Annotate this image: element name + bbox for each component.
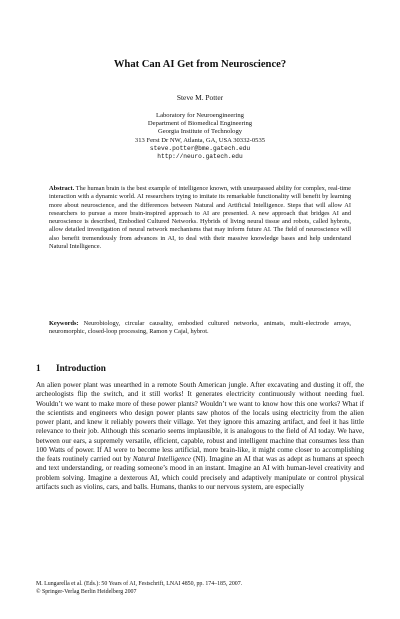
section-number: 1 [36, 363, 41, 373]
section-title: Introduction [56, 363, 106, 373]
author-url: http://neuro.gatech.edu [157, 153, 243, 161]
keywords-label: Keywords: [49, 320, 79, 327]
abstract [49, 185, 351, 251]
footer-copyright: © Springer-Verlag Berlin Heidelberg 2007 [36, 588, 137, 595]
abstract-text: The human brain is the best example of intelligence known, with unsurpassed ability for complex, real-time interaction with a dynamic world. AI researchers trying to imitate its remarkable functionality will benefit by learning more about neuroscience, and the differences between Natural and Artificial Intelligence. Steps that will allow AI researchers to pursue a more brain-inspired approach to AI are presented. A new approach that bridges AI and neuroscience is described, Embodied Cultured Networks. Hybrids of living neural tissue and robots, called hybrots, allow detailed investigation of neural network mechanisms that may inform future AI. The field of neuroscience will also benefit tremendously from advances in AI, to deal with their massive knowledge bases and help understand Natural Intelligence. [49, 185, 351, 250]
intro-emphasis: Natural Intelligence [132, 455, 191, 463]
paper-title: What Can AI Get from Neuroscience? [113, 59, 287, 70]
footer-citation: M. Lungarella et al. (Eds.): 50 Years of AI, Festschrift, LNAI 4850, pp. 174–185, 2007. [36, 581, 243, 587]
affiliation-department: Department of Biomedical Engineering [147, 120, 253, 128]
page-footer [36, 581, 364, 596]
intro-text-part2: (NI). Imagine an AI that was as adept as humans at speech and text understanding, or reading someone’s mood in an instant. Imagine an AI with human-level creativity and problem solving. Imagine a dexterous AI, which could precisely and adaptively manipulate or control physical artifacts such as violins, cars, and balls. Humans, thanks to our nervous system, are especially [36, 455, 365, 491]
introduction-paragraph [36, 381, 364, 492]
author-name: Steve M. Potter [176, 93, 224, 102]
keywords [49, 320, 351, 337]
intro-text-part1: An alien power plant was unearthed in a remote South American jungle. After excavating and dusting it off, the archeologists flip the switch, and it still works! It generates electricity continuously without needing fuel. Wouldn’t we want to make more of these power plants? Wouldn’t we want to know how this one works? What if the scientists and engineers who design power plants saw photos of the locals using electricity from the alien power plant, and knew it reliably powers their village. Yet they ignore this amazing artifact, and feel it has little relevance to their job. Although this scenario seems implausible, it is analogous to the field of AI today. We have, between our ears, a supremely versatile, efficient, capable, robust and intelligent machine that consumes less than 100 Watts of power. If AI were to become less artificial, more brain-like, it might come closer to accomplishing the feats routinely carried out by [36, 381, 364, 463]
section-heading [36, 363, 106, 374]
affiliation-institute: Georgia Institute of Technology [157, 128, 243, 136]
affiliation-address: 313 Ferst Dr NW, Atlanta, GA, USA 30332-0535 [134, 136, 266, 144]
abstract-label: Abstract. [49, 185, 75, 192]
keywords-text: Neurobiology, circular causality, embodied cultured networks, animats, multi-electrode arrays, neuromorphic, closed-loop processing, Ramon y Cajal, hybrot. [49, 320, 351, 336]
paper-page [36, 0, 364, 619]
author-email: steve.potter@bme.gatech.edu [149, 144, 251, 152]
author-affiliation [36, 112, 364, 161]
affiliation-lab: Laboratory for Neuroengineering [156, 112, 244, 119]
